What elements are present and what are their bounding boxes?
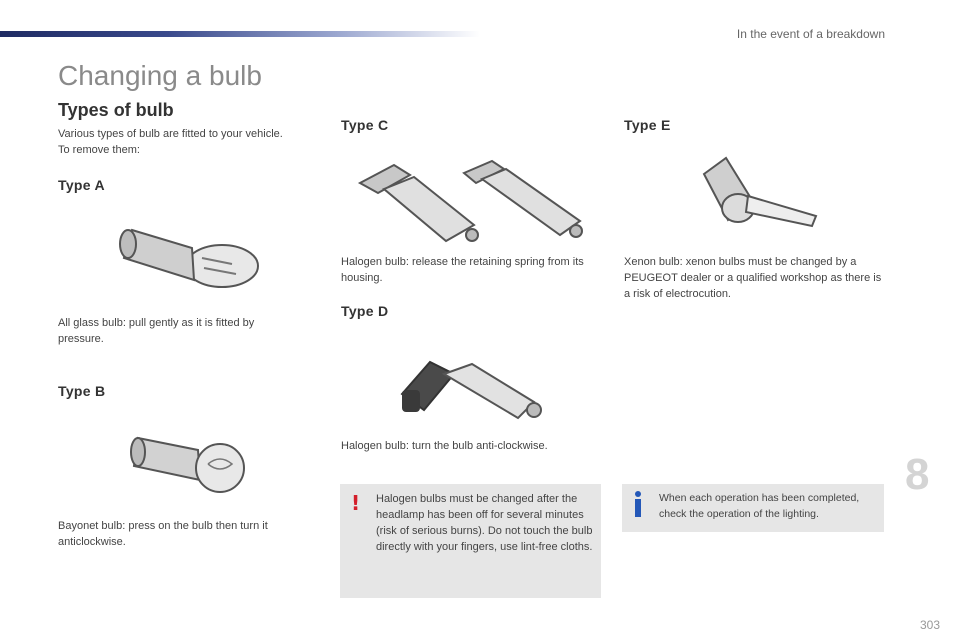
type-c-bulb-image [354,153,588,245]
warning-text: Halogen bulbs must be changed after the headlamp has been off for several minutes (risk of serious burns). Do not touch the bulb directly with your fingers, use lint-free cloths. [376,493,593,553]
type-b-bulb-image [128,428,250,498]
type-e-heading: Type E [624,117,671,133]
type-c-heading: Type C [341,117,389,133]
page-number: 303 [919,618,940,632]
type-b-text: Bayonet bulb: press on the bulb then turn it anticlockwise. [58,520,268,548]
type-d-heading: Type D [341,303,389,319]
type-c-text: Halogen bulb: release the retaining spring from its housing. [341,256,584,284]
section-header: In the event of a breakdown [736,27,885,41]
type-e-bulb-image [698,152,822,232]
type-a-text: All glass bulb: pull gently as it is fitted by pressure. [58,317,255,345]
exclamation-icon: ! [351,491,361,515]
warning-box [340,484,601,598]
type-a-heading: Type A [58,177,105,193]
type-e-text: Xenon bulb: xenon bulbs must be changed by a PEUGEOT dealer or a qualified workshop as there is a risk of electrocution. [624,256,882,300]
chapter-number: 8 [905,450,930,499]
type-b-heading: Type B [58,383,106,399]
info-icon [634,491,642,519]
type-a-bulb-image [112,218,262,294]
intro-text: Various types of bulb are fitted to your vehicle. To remove them: [58,128,283,156]
type-d-bulb-image [394,344,546,426]
page-title: Changing a bulb [58,60,262,91]
type-d-text: Halogen bulb: turn the bulb anti-clockwise. [341,440,548,452]
header-gradient-bar [0,31,480,37]
info-text: When each operation has been completed, check the operation of the lighting. [659,492,860,520]
info-box [622,484,884,532]
page-subtitle: Types of bulb [58,100,174,120]
